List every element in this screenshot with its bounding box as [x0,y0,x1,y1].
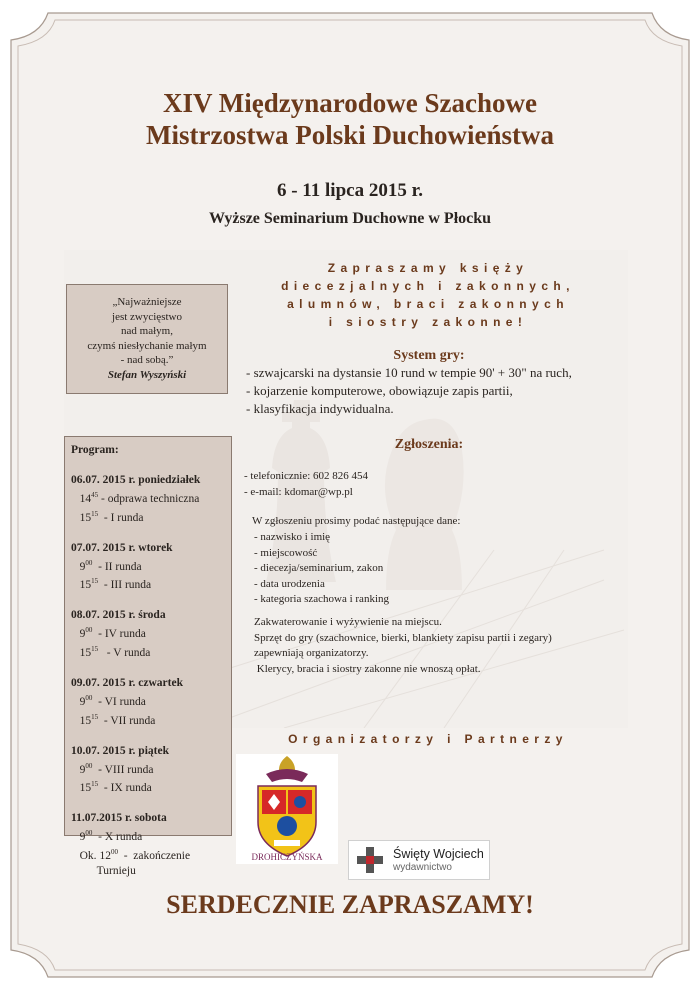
time-hour: 15 [79,782,92,795]
closing-invitation: SERDECZNIE ZAPRASZAMY! [166,890,534,919]
time-minutes: 00 [110,848,118,857]
publisher-name: Święty Wojciech [393,847,484,861]
program-item: Turnieju [79,864,136,877]
contact-info [244,468,368,500]
invitation-line: i siostry zakonne! [328,315,528,329]
field-item: - nazwisko i imię [254,531,331,543]
quote-line: czymś niesłychanie małym [87,339,207,352]
title-line-1: XIV Międzynarodowe Szachowe [163,88,537,118]
system-list [246,364,572,418]
note-line: Sprzęt do gry (szachownice, bierki, blankiety zapisu partii i zegary) [254,631,552,644]
registration-notes [254,615,552,677]
quote-line: nad małym, [121,325,173,337]
field-item: - data urodzenia [254,577,325,590]
phone-text: - telefonicznie: 602 826 454 [244,470,369,482]
quote-line: jest zwycięstwo [112,310,182,323]
program-item: $9^{00}$ - VI runda [79,693,146,708]
program-day: 07.07. 2015 r. wtorek [71,541,173,554]
program-day: 10.07. 2015 r. piątek [71,744,169,757]
time-minutes: 00 [85,558,93,567]
time-minutes: 00 [85,626,93,635]
registration-prompt: W zgłoszeniu prosimy podać następujące dane: [252,515,461,527]
time-hour: 15 [79,579,92,592]
program-day: 06.07. 2015 r. poniedziałek [71,474,201,486]
quote-line: „Najważniejsze [112,296,182,308]
field-item: - miejscowość [254,546,318,559]
event-venue: Wyższe Seminarium Duchowne w Płocku [208,210,492,227]
note-line: Zakwaterowanie i wyżywienie na miejscu. [254,616,442,628]
invitation-line: diecezjalnych i zakonnych, [281,279,575,293]
event-dates: 6 - 11 lipca 2015 r. [276,180,424,201]
program-item: $9^{00}$ - IV runda [79,626,146,641]
quote-line: - nad sobą.” [120,354,174,366]
system-item: - klasyfikacja indywidualna. [246,401,394,416]
spacer [71,526,231,541]
time-hour: 9 [79,695,86,708]
partners-heading: Organizatorzy i Partnerzy [288,732,568,746]
program-item: $15^{15}$ - III runda [79,577,152,592]
time-hour: 14 [79,492,92,505]
note-line: Klerycy, bracia i siostry zakonne nie wnoszą opłat. [254,662,481,675]
program-day: 11.07.2015 r. sobota [71,812,167,825]
spacer [71,661,231,676]
program-item: $9^{00}$ - II runda [79,558,142,573]
program-day: 08.07. 2015 r. środa [71,609,166,622]
publisher-logo [348,840,490,880]
crest-lettering: DROHICZYŃSKA [251,852,323,862]
invitation-line: alumnów, braci zakonnych [287,297,569,311]
quote-author: Stefan Wyszyński [107,368,187,381]
time-hour: 12 [99,849,111,862]
field-item: - kategoria szachowa i ranking [254,593,389,605]
time-minutes: 00 [85,693,93,702]
time-hour: 15 [79,511,92,524]
time-minutes: 00 [85,761,93,770]
publisher-subtitle: wydawnictwo [393,862,452,873]
program-item: $14^{45}$ - odprawa techniczna [79,491,200,505]
program-day: 09.07. 2015 r. czwartek [71,676,183,689]
system-item: - kojarzenie komputerowe, obowiązuje zapis partii, [246,383,513,398]
quote-box [66,284,228,394]
spacer [71,729,231,744]
registration-fields [254,530,389,608]
program-item: Ok. $12^{00}$ - zakończenie [71,848,191,862]
time-hour: 9 [79,628,86,641]
time-minutes: 15 [91,509,99,518]
time-minutes: 15 [91,712,99,721]
registration-title: Zgłoszenia: [394,437,464,452]
time-hour: 9 [79,831,86,844]
system-item: - szwajcarski na dystansie 10 rund w tempie 90' + 30" na ruch, [246,365,572,380]
program-box [64,436,232,877]
time-minutes: 15 [91,577,99,586]
program-item: $15^{15}$ - V runda [79,645,151,659]
time-minutes: 15 [91,645,99,654]
email-text: - e-mail: kdomar@wp.pl [244,486,353,498]
time-hour: 15 [79,646,92,659]
title-line-2: Mistrzostwa Polski Duchowieństwa [146,120,554,150]
time-hour: 9 [79,763,86,776]
field-item: - diecezja/seminarium, zakon [254,562,384,574]
program-title: Program: [71,444,119,456]
program-item: $15^{15}$ - IX runda [79,780,152,795]
time-minutes: 45 [91,491,99,499]
invitation-line: Zapraszamy księży [327,261,529,275]
spacer [71,593,231,608]
time-minutes: 00 [85,829,93,838]
time-hour: 15 [79,714,92,727]
program-item: $9^{00}$ - X runda [79,829,143,844]
time-hour: 9 [79,560,86,573]
program-item: $15^{15}$ - I runda [79,509,144,524]
cross-icon [355,845,385,875]
program-item: $9^{00}$ - VIII runda [79,761,154,776]
spacer [71,458,231,473]
time-minutes: 15 [91,780,99,789]
diocese-crest-logo [236,754,338,864]
program-item: $15^{15}$ - VII runda [79,712,156,727]
note-line: zapewniają organizatorzy. [254,647,369,659]
system-title: System gry: [393,348,465,363]
spacer [71,796,231,811]
